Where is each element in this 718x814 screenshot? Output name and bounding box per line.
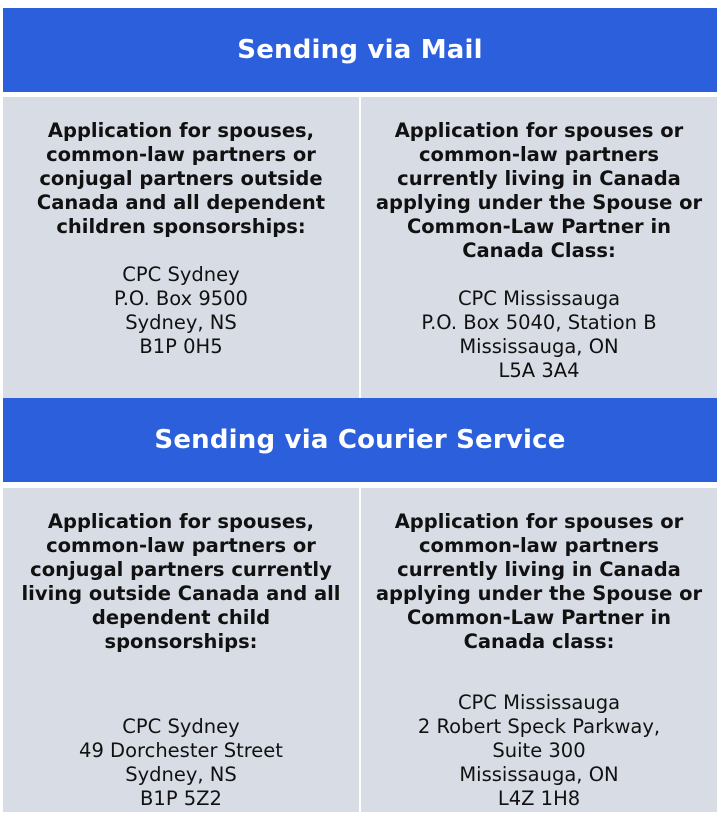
mail-outside-canada-cell [3, 97, 359, 398]
courier-in-canada-heading: Application for spouses or common-law partners currently living in Canada applying under the Spouse or Common-Law Partner in Canada class: [375, 510, 703, 653]
mail-address-row [3, 97, 717, 398]
courier-section-header [3, 398, 717, 482]
mail-in-canada-address: CPC Mississauga P.O. Box 5040, Station B Mississauga, ON L5A 3A4 [421, 287, 657, 382]
mail-in-canada-cell [361, 97, 717, 398]
courier-in-canada-cell [361, 488, 717, 812]
mail-outside-canada-address: CPC Sydney P.O. Box 9500 Sydney, NS B1P 0H5 [114, 263, 248, 358]
mail-in-canada-heading: Application for spouses or common-law partners currently living in Canada applying under the Spouse or Common-Law Partner in Canada Class: [375, 119, 703, 262]
mail-section-title: Sending via Mail [237, 35, 483, 65]
mail-outside-canada-heading: Application for spouses, common-law partners or conjugal partners outside Canada and all dependent children sponsorships: [36, 119, 326, 238]
courier-section-title: Sending via Courier Service [154, 425, 566, 455]
courier-outside-canada-address: CPC Sydney 49 Dorchester Street Sydney, NS B1P 5Z2 [79, 715, 283, 810]
courier-outside-canada-cell [3, 488, 359, 812]
courier-address-row [3, 488, 717, 812]
mail-section-header [3, 8, 717, 92]
courier-in-canada-address: CPC Mississauga 2 Robert Speck Parkway, Suite 300 Mississauga, ON L4Z 1H8 [417, 691, 661, 810]
courier-outside-canada-heading: Application for spouses, common-law partners or conjugal partners currently living outside Canada and all dependent child sponsorships: [21, 510, 341, 653]
